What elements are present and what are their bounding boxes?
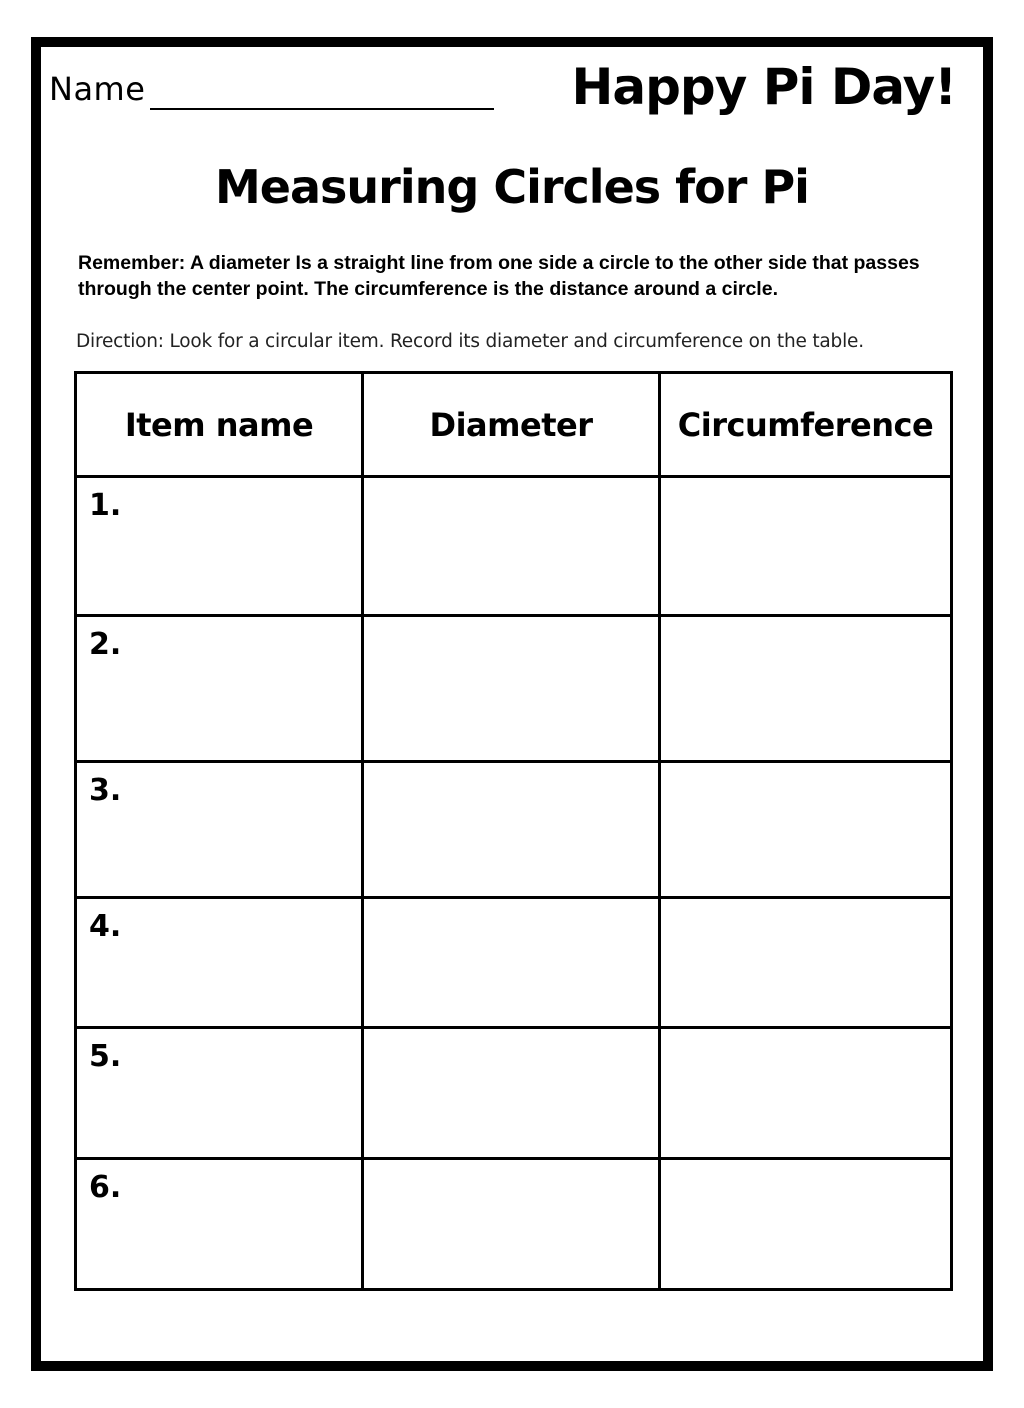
- item-name-cell[interactable]: [76, 1027, 363, 1158]
- item-name-cell[interactable]: [76, 477, 363, 616]
- table-row: [76, 1158, 952, 1289]
- name-label: Name: [49, 70, 146, 108]
- row-number: 6.: [89, 1169, 122, 1205]
- row-number: 1.: [89, 488, 122, 523]
- header-title: Happy Pi Day!: [571, 58, 956, 116]
- row-number: 4.: [89, 909, 122, 945]
- table-row: [76, 898, 952, 1027]
- column-header-circumference: Circumference: [660, 373, 952, 477]
- table-row: [76, 616, 952, 762]
- diameter-cell[interactable]: [363, 477, 660, 616]
- column-header-item-name: Item name: [76, 373, 363, 477]
- circumference-cell[interactable]: [660, 1158, 952, 1289]
- row-number: 3.: [89, 773, 122, 809]
- circumference-cell[interactable]: [660, 898, 952, 1027]
- item-name-cell[interactable]: [76, 616, 363, 762]
- item-name-cell[interactable]: [76, 762, 363, 898]
- diameter-cell[interactable]: [363, 1027, 660, 1158]
- circumference-cell[interactable]: [660, 477, 952, 616]
- table-row: [76, 1027, 952, 1158]
- measurement-table: [74, 371, 953, 1291]
- column-header-diameter: Diameter: [363, 373, 660, 477]
- table-header-row: [76, 373, 952, 477]
- diameter-cell[interactable]: [363, 1158, 660, 1289]
- circumference-cell[interactable]: [660, 762, 952, 898]
- name-line[interactable]: [150, 108, 494, 110]
- table-row: [76, 762, 952, 898]
- circumference-cell[interactable]: [660, 1027, 952, 1158]
- diameter-cell[interactable]: [363, 898, 660, 1027]
- row-number: 5.: [89, 1038, 122, 1074]
- circumference-cell[interactable]: [660, 616, 952, 762]
- item-name-cell[interactable]: [76, 1158, 363, 1289]
- diameter-cell[interactable]: [363, 616, 660, 762]
- diameter-cell[interactable]: [363, 762, 660, 898]
- table-row: [76, 477, 952, 616]
- row-number: 2.: [89, 627, 122, 663]
- direction-text: Direction: Look for a circular item. Record its diameter and circumference on the table.: [76, 331, 864, 352]
- remember-text: Remember: A diameter Is a straight line from one side a circle to the other side that passes through the center point. The circumference is the distance around a circle.: [78, 252, 920, 300]
- item-name-cell[interactable]: [76, 898, 363, 1027]
- worksheet-title: Measuring Circles for Pi: [215, 160, 809, 214]
